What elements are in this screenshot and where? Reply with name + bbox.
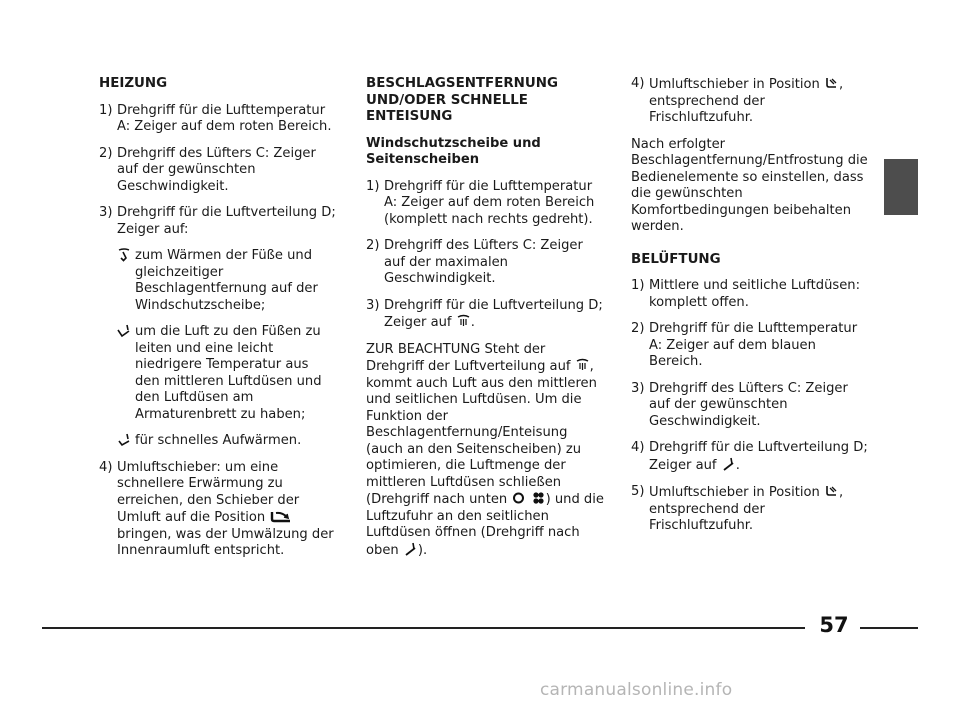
list-item [99,460,337,560]
item-text: Drehgriff des Lüfters C: Zeiger auf der gewünschten Geschwindigkeit. [117,145,316,194]
note-text: ) und die Luftzufuhr an den seitlichen Luftdüsen öffnen (Drehgriff nach oben [366,492,604,558]
windscreen-defrost-icon [457,314,470,328]
item-text-part: Umluftschieber: um eine schnellere Erwärmung zu erreichen, den Schieber der Umluft auf die Position [117,459,300,525]
item-text: Drehgriff für die Luftverteilung D; Zeiger auf: [117,205,336,237]
item-text-part: Umluftschieber in Position [649,485,820,500]
item-text: Drehgriff des Lüfters C: Zeiger auf der maximalen Geschwindigkeit. [384,238,583,286]
item-text [117,460,337,560]
list-item [99,146,337,196]
footer-rule-right [860,627,918,629]
item-number: 3) [366,297,380,313]
list-item [631,440,871,474]
item-number: 1) [631,278,645,293]
item-number: 3) [631,380,645,396]
fresh-air-icon [825,484,838,498]
paragraph: Nach erfolgter Beschlagentfernung/Entfrostung die Bedienelemente so einstellen, dass die gewünschten Komfortbedingungen beibehalten werden. [631,136,868,234]
item-number: 4) [99,459,113,475]
item-number: 5) [631,484,645,499]
note-text: , kommt auch Luft aus den mittleren und seitlichen Luftdüsen. Um die Funktion der Beschlagentfernung/Enteisung (auch an den Seitenscheiben) zu optimieren, die Luftmenge der mittleren Luftdüsen schließen (Drehgriff nach unten [366,359,597,507]
list-item [631,381,871,431]
feet-and-windscreen-icon [117,248,131,262]
column-defrost [366,76,604,569]
open-vent-icon [532,491,545,505]
item-number: 2) [366,238,380,253]
sub-item-text: um die Luft zu den Füßen zu leiten und eine leicht niedrigere Temperatur aus den mittleren Luftdüsen und den Luftdüsen am Armaturenbrett zu haben; [135,324,322,422]
sub-item [99,248,337,314]
list-item [631,76,871,127]
fresh-air-icon [825,76,838,90]
item-text: Drehgriff für die Lufttemperatur A: Zeiger auf dem blauen Bereich. [649,321,858,369]
list-item [99,103,337,136]
feet-and-panel-icon [117,324,131,338]
page-number: 57 [819,613,849,637]
column-heating [99,76,337,570]
column-ventilation [631,76,871,545]
item-number: 2) [631,321,645,336]
item-text-part: , entsprechend der Frischluftzufuhr. [649,485,844,533]
list-item [366,298,604,332]
note-paragraph [366,342,604,560]
item-text: Drehgriff für die Lufttemperatur A: Zeiger auf dem roten Bereich. [117,102,332,134]
windscreen-defrost-icon [576,358,589,372]
sub-item [99,324,337,423]
item-text [384,298,604,332]
item-text [649,440,871,474]
closed-vent-icon [512,491,525,505]
item-number: 4) [631,76,645,91]
panel-vent-icon [722,457,735,471]
item-number: 1) [366,178,380,194]
item-text [649,76,871,127]
footer-rule-left [42,627,805,629]
heading-beschlagsentfernung: BESCHLAGSENTFERNUNG UND/ODER SCHNELLE ENTEISUNG [366,76,558,124]
list-item [631,484,871,535]
sub-item [99,433,337,450]
recirculation-icon [270,509,292,523]
feet-icon [117,433,131,447]
sub-item-text: zum Wärmen der Füße und gleichzeitiger Beschlagentfernung auf der Windschutzscheibe; [135,248,318,313]
item-number: 2) [99,145,113,161]
watermark: carmanualsonline.info [540,680,733,700]
item-text: Drehgriff für die Lufttemperatur A: Zeiger auf dem roten Bereich (komplett nach rechts gedreht). [384,178,595,227]
panel-vent-icon [404,542,417,556]
list-item [366,238,604,288]
item-text-part: Drehgriff für die Luftverteilung D; Zeiger auf [384,297,603,330]
item-number: 1) [99,102,113,118]
list-item [99,205,337,238]
note-text: ). [417,542,428,558]
item-text-part: . [735,457,740,473]
heading-belueftung: BELÜFTUNG [631,251,721,267]
list-item [631,321,871,371]
list-item [366,179,604,229]
section-tab [884,159,918,215]
item-text [649,484,871,535]
item-text-part: , entsprechend der Frischluftzufuhr. [649,77,844,125]
item-number: 4) [631,440,645,455]
item-text: Drehgriff des Lüfters C: Zeiger auf der gewünschten Geschwindigkeit. [649,380,848,429]
item-text: Mittlere und seitliche Luftdüsen: komplett offen. [649,278,860,310]
sub-item-text: für schnelles Aufwärmen. [135,433,302,448]
note-text: ZUR BEACHTUNG Steht der Drehgriff der Luftverteilung auf [366,341,571,374]
item-text-part: Drehgriff für die Luftverteilung D; Zeiger auf [649,440,868,473]
subheading-windscreen: Windschutzscheibe und Seitenscheiben [366,135,541,167]
item-number: 3) [99,205,113,220]
item-text-part: Umluftschieber in Position [649,77,820,92]
item-text-part: . [470,315,475,330]
heading-heizung: HEIZUNG [99,76,168,91]
list-item [631,278,871,311]
item-text-part: bringen, was der Umwälzung der Innenraumluft entspricht. [117,526,334,558]
